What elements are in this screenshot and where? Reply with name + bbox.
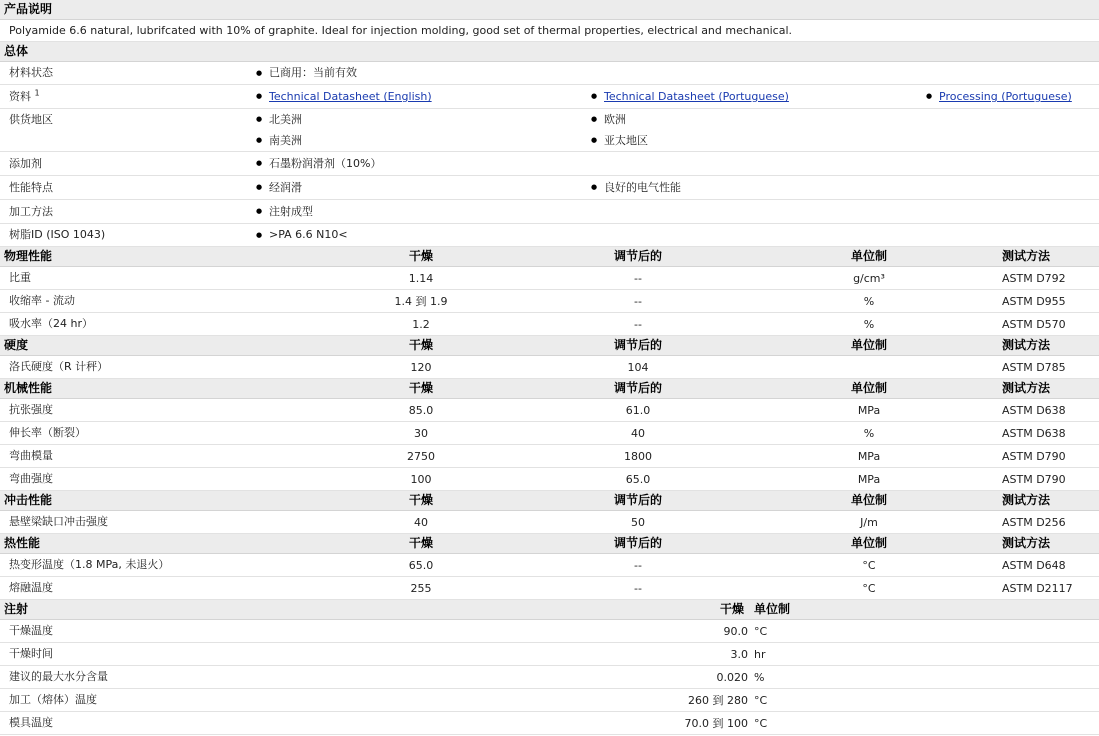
section-injection: 注射 干燥 单位制 [0,600,1099,620]
col-header-conditioned: 调节后的 [613,536,662,550]
injection-param-name: 加工（熔体）温度 [9,693,97,706]
value-supply-asia-pacific: ● 亚太地区 [604,130,648,151]
property-row [0,554,1099,577]
property-row [0,422,1099,445]
section-header [0,336,1099,356]
value-unit: % [863,318,875,331]
property-name: 洛氏硬度（R 计秤） [9,360,109,373]
col-header-method: 测试方法 [1002,249,1051,263]
value-conditioned: 50 [631,516,645,529]
col-header-dry: 干燥 [408,249,433,263]
section-header [0,534,1099,554]
section-product-description: 产品说明 [0,0,1099,20]
injection-param-name: 干燥时间 [9,647,53,660]
overview-row-material-status [0,62,1099,85]
injection-value: 260 到 280 [688,694,748,707]
col-header-method: 测试方法 [1002,338,1051,352]
injection-param-name: 建议的最大水分含量 [9,670,108,683]
section-overview: 总体 [0,42,1099,62]
section-header [0,491,1099,511]
injection-header-dry: 干燥 [720,602,745,616]
col-header-dry: 干燥 [408,536,433,550]
value-test-method: ASTM D790 [1002,450,1066,463]
property-name: 悬壁梁缺口冲击强度 [9,515,108,528]
section-header [0,379,1099,399]
value-unit: J/m [860,516,878,529]
label-material-status: 材料状态 [9,66,53,79]
value-conditioned: -- [634,295,642,308]
injection-row [0,620,1099,643]
injection-param-name: 模具温度 [9,716,53,729]
property-row [0,399,1099,422]
property-row [0,577,1099,600]
value-conditioned: 61.0 [625,404,651,417]
property-name: 抗张强度 [9,403,53,416]
value-unit: MPa [857,473,881,486]
property-name: 收缩率 - 流动 [9,294,75,307]
injection-row [0,643,1099,666]
label-documents: 资料 $^1$ [9,88,40,103]
overview-row-additive [0,152,1099,176]
section-title: 机械性能 [4,381,53,395]
col-header-unit: 单位制 [850,493,887,507]
value-test-method: ASTM D790 [1002,473,1066,486]
value-resin-id: ● >PA 6.6 N10< [269,224,348,246]
col-header-dry: 干燥 [408,381,433,395]
injection-value: 0.020 [716,671,748,684]
section-header [0,247,1099,267]
value-dry: 85.0 [408,404,434,417]
property-name: 吸水率（24 hr） [9,317,93,330]
property-name: 熔融温度 [9,581,53,594]
value-unit: MPa [857,450,881,463]
value-conditioned: -- [634,582,642,595]
value-supply-south-america: ● 南美洲 [269,130,302,151]
property-sections [0,247,1099,600]
value-conditioned: -- [634,559,642,572]
property-name: 弯曲强度 [9,472,53,485]
property-row [0,445,1099,468]
value-supply-europe: ● 欧洲 [604,109,626,130]
link-processing-portuguese[interactable]: ● Processing (Portuguese) [939,85,1072,108]
product-description-row [0,20,1099,42]
col-header-method: 测试方法 [1002,381,1051,395]
value-dry: 120 [410,361,432,374]
col-header-dry: 干燥 [408,493,433,507]
value-dry: 1.4 到 1.9 [394,295,448,308]
link-datasheet-portuguese[interactable]: ● Technical Datasheet (Portuguese) [604,85,789,108]
value-unit: MPa [857,404,881,417]
label-additive: 添加剂 [9,157,42,170]
value-unit: g/cm³ [853,272,885,285]
injection-value: 70.0 到 100 [684,717,748,730]
section-title: 硬度 [4,338,29,352]
value-conditioned: 104 [627,361,649,374]
product-description-text: Polyamide 6.6 natural, lubrifcated with 10% of graphite. Ideal for injection molding, good set of thermal properties, electrical and mechanical. [9,24,792,37]
value-unit: °C [862,582,876,595]
value-test-method: ASTM D785 [1002,361,1066,374]
value-dry: 1.2 [412,318,430,331]
link-datasheet-english[interactable]: ● Technical Datasheet (English) [269,85,432,108]
section-title: 物理性能 [4,249,53,263]
section-title: 热性能 [4,536,41,550]
injection-unit: % [754,671,765,684]
value-supply-north-america: ● 北美洲 [269,109,302,130]
value-unit: % [863,295,875,308]
injection-row [0,666,1099,689]
label-resin-id: 树脂ID (ISO 1043) [9,228,106,241]
value-conditioned: 40 [631,427,645,440]
col-header-conditioned: 调节后的 [613,338,662,352]
overview-row-features [0,176,1099,200]
col-header-method: 测试方法 [1002,493,1051,507]
value-dry: 40 [414,516,428,529]
property-name: 热变形温度（1.8 MPa, 未退火） [9,558,170,571]
property-name: 弯曲模量 [9,449,53,462]
property-row [0,468,1099,491]
property-row [0,267,1099,290]
section-title: 冲击性能 [4,493,53,507]
value-test-method: ASTM D955 [1002,295,1066,308]
value-conditioned: 1800 [624,450,652,463]
overview-row-resin-id [0,224,1099,247]
value-test-method: ASTM D2117 [1002,582,1073,595]
value-test-method: ASTM D648 [1002,559,1066,572]
injection-header-unit: 单位制 [754,602,791,616]
col-header-unit: 单位制 [850,381,887,395]
value-dry: 2750 [407,450,435,463]
value-material-status: ● 已商用：当前有效 [269,62,357,84]
property-row [0,290,1099,313]
injection-value: 90.0 [723,625,748,638]
col-header-conditioned: 调节后的 [613,381,662,395]
property-row [0,356,1099,379]
injection-unit: °C [754,717,768,730]
value-conditioned: -- [634,272,642,285]
value-test-method: ASTM D638 [1002,404,1066,417]
value-dry: 100 [410,473,432,486]
injection-row [0,712,1099,735]
col-header-unit: 单位制 [850,338,887,352]
value-conditioned: 65.0 [625,473,651,486]
col-header-unit: 单位制 [850,536,887,550]
value-dry: 1.14 [408,272,434,285]
value-test-method: ASTM D792 [1002,272,1066,285]
value-unit: °C [862,559,876,572]
col-header-conditioned: 调节后的 [613,249,662,263]
injection-value: 3.0 [730,648,748,661]
value-dry: 65.0 [408,559,434,572]
value-test-method: ASTM D256 [1002,516,1066,529]
injection-param-name: 干燥温度 [9,624,53,637]
label-supply: 供货地区 [9,113,53,126]
value-dry: 255 [410,582,432,595]
injection-unit: °C [754,625,768,638]
injection-unit: °C [754,694,768,707]
col-header-conditioned: 调节后的 [613,493,662,507]
overview-row-documents [0,85,1099,109]
label-processing: 加工方法 [9,205,53,218]
value-processing: ● 注射成型 [269,200,313,223]
value-test-method: ASTM D638 [1002,427,1066,440]
col-header-unit: 单位制 [850,249,887,263]
value-conditioned: -- [634,318,642,331]
injection-row [0,689,1099,712]
value-feature-lubricated: ● 经润滑 [269,176,302,199]
overview-row-supply [0,109,1099,152]
property-name: 伸长率（断裂） [9,426,86,439]
property-row [0,511,1099,534]
overview-row-processing [0,200,1099,224]
property-name: 比重 [9,271,31,284]
injection-unit: hr [754,648,766,661]
value-additive: ● 石墨粉润滑剂（10%） [269,152,381,175]
injection-rows [0,620,1099,735]
value-feature-electrical: ● 良好的电气性能 [604,176,681,199]
property-row [0,313,1099,336]
label-features: 性能特点 [9,181,53,194]
col-header-dry: 干燥 [408,338,433,352]
value-test-method: ASTM D570 [1002,318,1066,331]
value-dry: 30 [414,427,428,440]
col-header-method: 测试方法 [1002,536,1051,550]
value-unit: % [863,427,875,440]
